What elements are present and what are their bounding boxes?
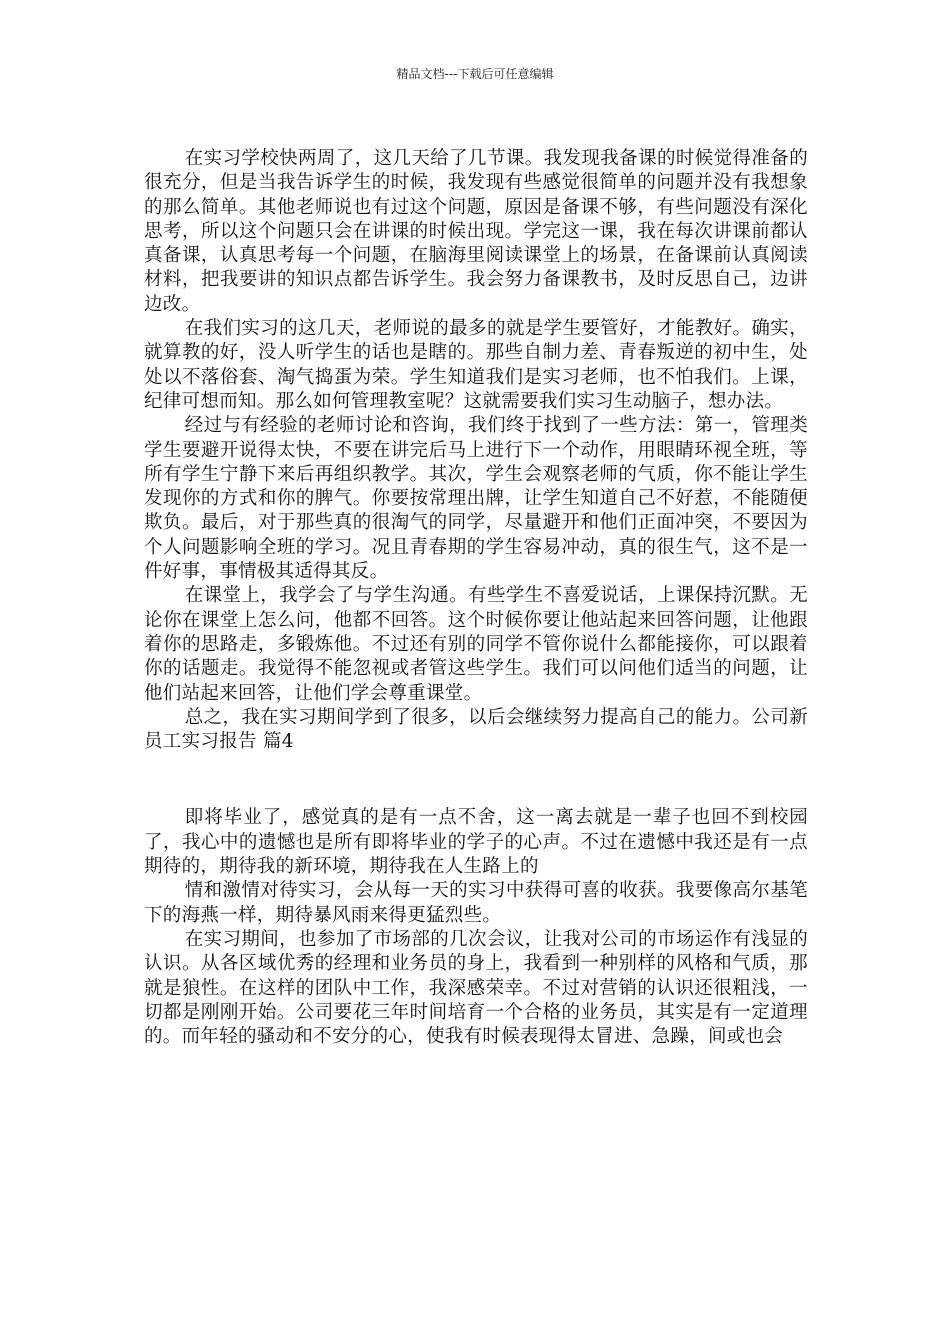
paragraph: 经过与有经验的老师讨论和咨询，我们终于找到了一些方法：第一，管理类学生要避开说得太快，不要在讲完后马上进行下一个动作，用眼睛环视全班，等所有学生宁静下来后再组织教学。其次，学生会观察老师的气质，你不能让学生发现你的方式和你的脾气。你要按常理出牌，让学生知道自己不好惹，不能随便欺负。最后，对于那些真的很淘气的同学，尽量避开和他们正面冲突，不要因为个人问题影响全班的学习。况且青春期的学生容易冲动，真的很生气，这不是一件好事，事情极其适得其反。: [144, 415, 808, 583]
section-report-4: [144, 806, 808, 1049]
page-header: 精品文档---下载后可任意编辑: [396, 67, 554, 81]
paragraph: 总之，我在实习期间学到了很多，以后会继续努力提高自己的能力。公司新员工实习报告 篇4: [144, 706, 808, 753]
paragraph: 情和激情对待实习，会从每一天的实习中获得可喜的收获。我要像高尔基笔下的海燕一样，期待暴风雨来得更猛烈些。: [144, 880, 808, 926]
paragraph: 在课堂上，我学会了与学生沟通。有些学生不喜爱说话，上课保持沉默。无论你在课堂上怎么问，他都不回答。这个时候你要让他站起来回答问题，让他跟着你的思路走，多锻炼他。不过还有别的同学不管你说什么都能接你，可以跟着你的话题走。我觉得不能忽视或者管这些学生。我们可以问他们适当的问题，让他们站起来回答，让他们学会尊重课堂。: [144, 585, 808, 704]
paragraph: 在我们实习的这几天，老师说的最多的就是学生要管好，才能教好。确实，就算教的好，没人听学生的话也是瞎的。那些自制力差、青春叛逆的初中生，处处以不落俗套、淘气捣蛋为荣。学生知道我们是实习老师，也不怕我们。上课，纪律可想而知。那么如何管理教室呢？这就需要我们实习生动脑子，想办法。: [144, 318, 808, 412]
paragraph: 即将毕业了，感觉真的是有一点不舍，这一离去就是一辈子也回不到校园了，我心中的遗憾也是所有即将毕业的学子的心声。不过在遗憾中我还是有一点期待的，期待我的新环境，期待我在人生路上的: [144, 807, 808, 878]
section-internship-school: [144, 147, 808, 754]
paragraph: 在实习学校快两周了，这几天给了几节课。我发现我备课的时候觉得准备的很充分，但是当我告诉学生的时候，我发现有些感觉很简单的问题并没有我想象的那么简单。其他老师说也有过这个问题，原因是备课不够，有些问题没有深化思考，所以这个问题只会在讲课的时候出现。学完这一课，我在每次讲课前都认真备课，认真思考每一个问题，在脑海里阅读课堂上的场景，在备课前认真阅读材料，把我要讲的知识点都告诉学生。我会努力备课教书，及时反思自己，边讲边改。: [144, 148, 808, 315]
paragraph: 在实习期间，也参加了市场部的几次会议，让我对公司的市场运作有浅显的认识。从各区域优秀的经理和业务员的身上，我看到一种别样的风格和气质，那就是狼性。在这样的团队中工作，我深感荣幸。不过对营销的认识还很粗浅，一切都是刚刚开始。公司要花三年时间培育一个合格的业务员，其实是有一定道理的。而年轻的骚动和不安分的心，使我有时候表现得太冒进、急躁，间或也会: [144, 928, 808, 1048]
section-gap: [144, 754, 808, 806]
document-body: [144, 147, 808, 1049]
